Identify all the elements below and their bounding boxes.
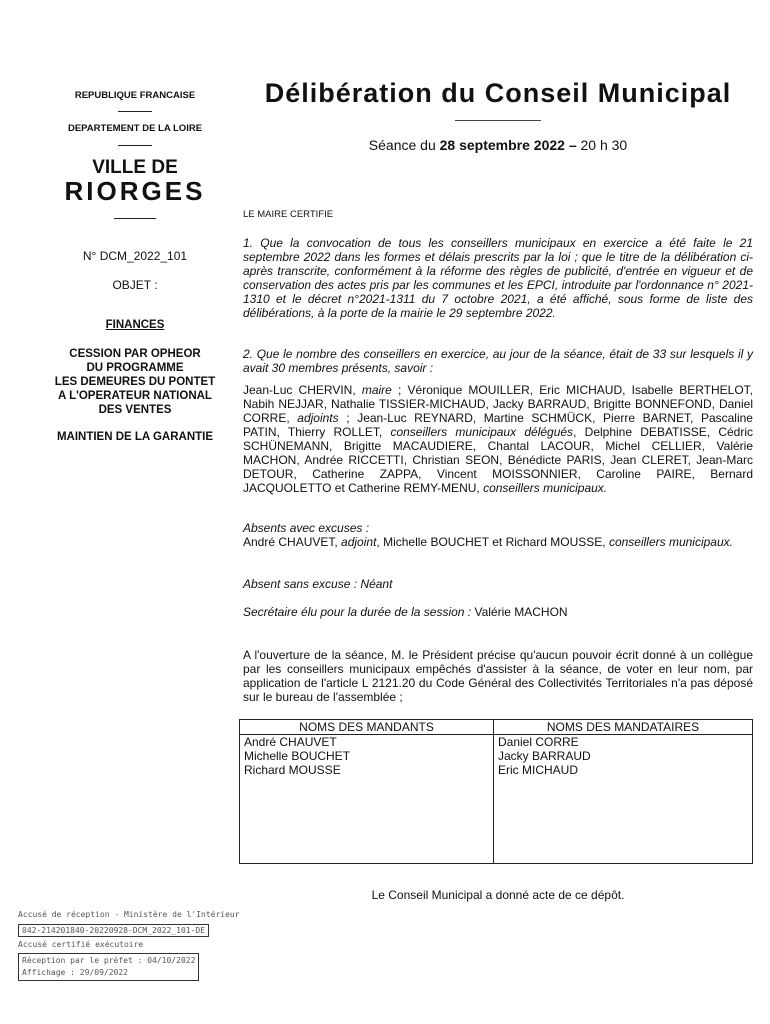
stamp-affichage: Affichage : 29/09/2022 [22, 968, 128, 977]
table-header-mandataires: NOMS DES MANDATAIRES [494, 720, 753, 735]
seance-date: 28 septembre 2022 – [439, 137, 577, 153]
deliberation-number: N° DCM_2022_101 [82, 249, 188, 263]
absents-excuses-label: Absents avec excuses : [243, 521, 370, 535]
divider [40, 218, 230, 219]
presents-text: ; Véronique MOUILLER, Eric MICHAUD, Isabelle BERTHELOT, Nabih NEJJAR, Nathalie TISSIER-MICHAUD, Jacky BARRAUD, Brigitte BONNEFOND, Daniel CORRE, [243, 383, 753, 425]
ville-de-label: VILLE DE [92, 157, 178, 178]
maintien-label: MAINTIEN DE LA GARANTIE [56, 431, 214, 443]
mandant-name: Richard MOUSSE [244, 763, 341, 777]
presents-text: Jean-Luc CHERVIN, [243, 383, 362, 397]
divider [40, 145, 230, 146]
secretaire-label: Secrétaire élu pour la durée de la session : [243, 605, 475, 619]
stamp-accuse: Accusé de réception - Ministère de l'Intérieur [18, 910, 240, 919]
republique-label: REPUBLIQUE FRANCAISE [74, 90, 196, 101]
mandants-cell [240, 735, 494, 864]
objet-line: DU PROGRAMME [86, 362, 184, 374]
objet-label: OBJET : [112, 278, 158, 292]
mandats-table-wrapper [239, 719, 753, 864]
absent-sans-excuse: Absent sans excuse : Néant [243, 577, 393, 591]
absents-role: adjoint [341, 535, 377, 549]
presents-text: ; Jean-Luc REYNARD, Martine SCHMÜCK, Pierre BARNET, Pascaline PATIN, Thierry ROLLET, [243, 411, 753, 439]
presents-list [243, 383, 753, 495]
objet-line: DES VENTES [98, 404, 172, 416]
objet-line: CESSION PAR OPHEOR [69, 348, 201, 360]
mandats-table [239, 719, 753, 864]
mandant-name: André CHAUVET [244, 735, 337, 749]
presents-text: , Delphine DEBATISSE, Cédric SCHÜNEMANN, Brigitte MACAUDIERE, Chantal LACOUR, Michel CELLIER, Valérie MACHON, Andrée RICCETTI, Christian SEON, Bénédicte PARIS, Jean CLERET, Jean-Marc DETOUR, Catherine ZAPPA, Vincent MOISSONNIER, Caroline PAIRE, Bernard JACQUOLETTO et Catherine REMY-MENU, [243, 425, 753, 495]
absents-text: André CHAUVET, [243, 535, 342, 549]
absents-text: , Michelle BOUCHET et Richard MOUSSE, [376, 535, 609, 549]
ouverture-paragraph: A l'ouverture de la séance, M. le Président précise qu'aucun pouvoir écrit donné à un collègue par les conseillers municipaux empêchés d'assister à la séance, de voter en leur nom, par application de l'article L 2121.20 du Code Général des Collectivités Territoriales n'a pas déposé sur le bureau de l'assemblée ; [243, 648, 753, 704]
mandataires-cell [494, 735, 753, 864]
presents-role: maire [361, 383, 392, 397]
objet-text [40, 347, 230, 417]
title-divider [455, 120, 541, 121]
presents-role: conseillers municipaux. [483, 481, 608, 495]
secretaire-line [243, 605, 753, 619]
point-2: 2. Que le nombre des conseillers en exercice, au jour de la séance, était de 33 sur lesquels il y avait 30 membres présents, savoir : [243, 347, 753, 375]
secretaire-nom: Valérie MACHON [474, 605, 568, 619]
divider [40, 111, 230, 112]
seance-prefix: Séance du [368, 137, 440, 153]
objet-line: LES DEMEURES DU PONTET [54, 376, 216, 388]
absents-excuses-list [243, 535, 753, 549]
mandataire-name: Jacky BARRAUD [498, 749, 591, 763]
stamp-certifie: Accusé certifié exécutoire [18, 940, 144, 949]
maire-certifie: LE MAIRE CERTIFIE [243, 209, 334, 220]
page-title: Délibération du Conseil Municipal [264, 78, 732, 108]
presents-role: adjoints [297, 411, 339, 425]
absents-role: conseillers municipaux. [608, 535, 733, 549]
point-1: 1. Que la convocation de tous les conseillers municipaux en exercice a été faite le 21 septembre 2022 dans les formes et délais prescrits par la loi ; que le titre de la délibération ci-après transcrite, conformément à la réforme des règles de publicité, d'entrée en vigueur et de conservation des actes pris par les communes et les EPCI, introduite par l'ordonnance n° 2021-1310 et le décret n°2021-1311 du 7 octobre 2021, a été affiché, sous forme de liste des délibérations, à la porte de la mairie le 29 septembre 2022. [243, 236, 753, 320]
mandataire-name: Daniel CORRE [498, 735, 579, 749]
departement-label: DEPARTEMENT DE LA LOIRE [67, 123, 203, 134]
seance-line [243, 137, 753, 153]
acte-depot: Le Conseil Municipal a donné acte de ce dépôt. [371, 888, 625, 902]
domaine-label: FINANCES [105, 319, 165, 331]
seance-heure: 20 h 30 [576, 137, 628, 153]
stamp-ref: 042-214201840-20220928-DCM_2022_101-DE [18, 924, 209, 937]
presents-role: conseillers municipaux délégués [390, 425, 574, 439]
mandant-name: Michelle BOUCHET [244, 749, 351, 763]
table-row [240, 735, 753, 864]
stamp-reception: Réception par le préfet : 04/10/2022 [22, 956, 196, 965]
city-name: RIORGES [64, 176, 206, 206]
table-header-mandants: NOMS DES MANDANTS [240, 720, 494, 735]
mandataire-name: Eric MICHAUD [498, 763, 578, 777]
table-header-row [240, 720, 753, 735]
objet-line: A L'OPERATEUR NATIONAL [58, 390, 212, 402]
stamp-dates [18, 953, 199, 981]
